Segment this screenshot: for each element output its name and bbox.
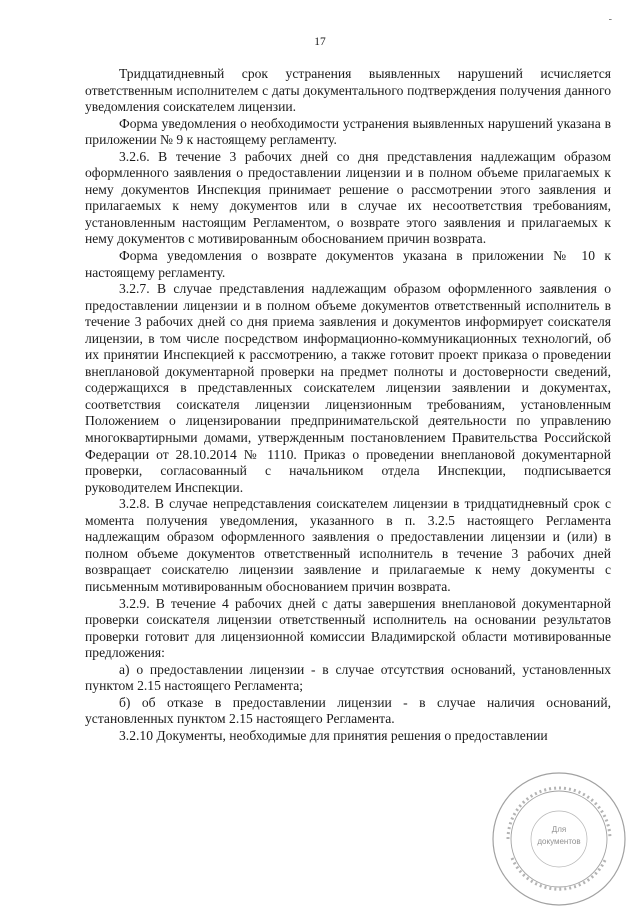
stamp-line-2: документов [537,837,581,846]
seal-stamp [488,768,630,910]
paragraph-item-b: б) об отказе в предоставлении лицензии - в случае наличия оснований, установленных пунктом 2.15 настоящего Регламента. [85,694,611,727]
paragraph-3-2-6: 3.2.6. В течение 3 рабочих дней со дня представления надлежащим образом оформленного заявления о предоставлении лицензии и в полном объеме прилагаемых к нему документов Инспекция принимает решение о рассмотрении этого заявления и прилагаемых к нему документов или в случае их несоответствия требованиям, установленным настоящим Регламентом, о возврате этого заявления и прилагаемых к нему документов с мотивированным обоснованием причин возврата. [85,148,611,247]
paragraph-1: Тридцатидневный срок устранения выявленных нарушений исчисляется ответственным исполнителем с даты документального подтверждения получения данного уведомления соискателем лицензии. [85,66,611,115]
paragraph-2: Форма уведомления о необходимости устранения выявленных нарушений указана в приложении № 9 к настоящему регламенту. [85,115,611,148]
stamp-line-1: Для [551,825,567,834]
paragraph-3-2-8: 3.2.8. В случае непредставления соискателем лицензии в тридцатидневный срок с момента получения уведомления, указанного в п. 3.2.5 настоящего Регламента надлежащим образом оформленного заявления о предоставлении лицензии и (или) в полном объеме документов ответственный исполнитель в течение 3 рабочих дней возвращает соискателю лицензии заявление и прилагаемые к нему документы с письменным мотивированным обоснованием причин возврата. [85,496,611,594]
paragraph-3-2-9: 3.2.9. В течение 4 рабочих дней с даты завершения внеплановой документарной проверки соискателя лицензии ответственный исполнитель на основании результатов проверки готовит для лицензионной комиссии Владимирской области мотивированные предложения: [85,595,611,661]
paragraph-3-2-10: 3.2.10 Документы, необходимые для принятия решения о предоставлении [119,727,548,743]
paragraph-3-2-7: 3.2.7. В случае представления надлежащим образом оформленного заявления о предоставлении лицензии и в полном объеме документов ответственный исполнитель в течение 3 рабочих дней со дня приема заявления и документов информирует соискателя лицензии, в том числе посредством информационно-коммуникационных технологий, об их принятии Инспекцией к рассмотрению, а также готовит проект приказа о проведении внеплановой документарной проверки на предмет полноты и достоверности сведений, содержащихся в представленных соискателем лицензии заявлении и документах, соответствия соискателя лицензии лицензионным требованиям, установленным Положением о лицензировании предпринимательской деятельности по управлению многоквартирными домами, утвержденным постановлением Правительства Российской Федерации от 28.10.2014 № 1110. Приказ о проведении внеплановой документарной проверки, согласованный с начальником отдела Инспекции, подписывается руководителем Инспекции. [85,281,611,495]
paragraph-4: Форма уведомления о возврате документов указана в приложении № 10 к настоящему регламенту. [85,248,611,280]
document-body [85,66,611,744]
page-number: 17 [314,36,326,48]
paragraph-item-a: а) о предоставлении лицензии - в случае отсутствия оснований, установленных пунктом 2.15 настоящего Регламента; [85,661,611,694]
corner-mark: - [608,14,612,25]
